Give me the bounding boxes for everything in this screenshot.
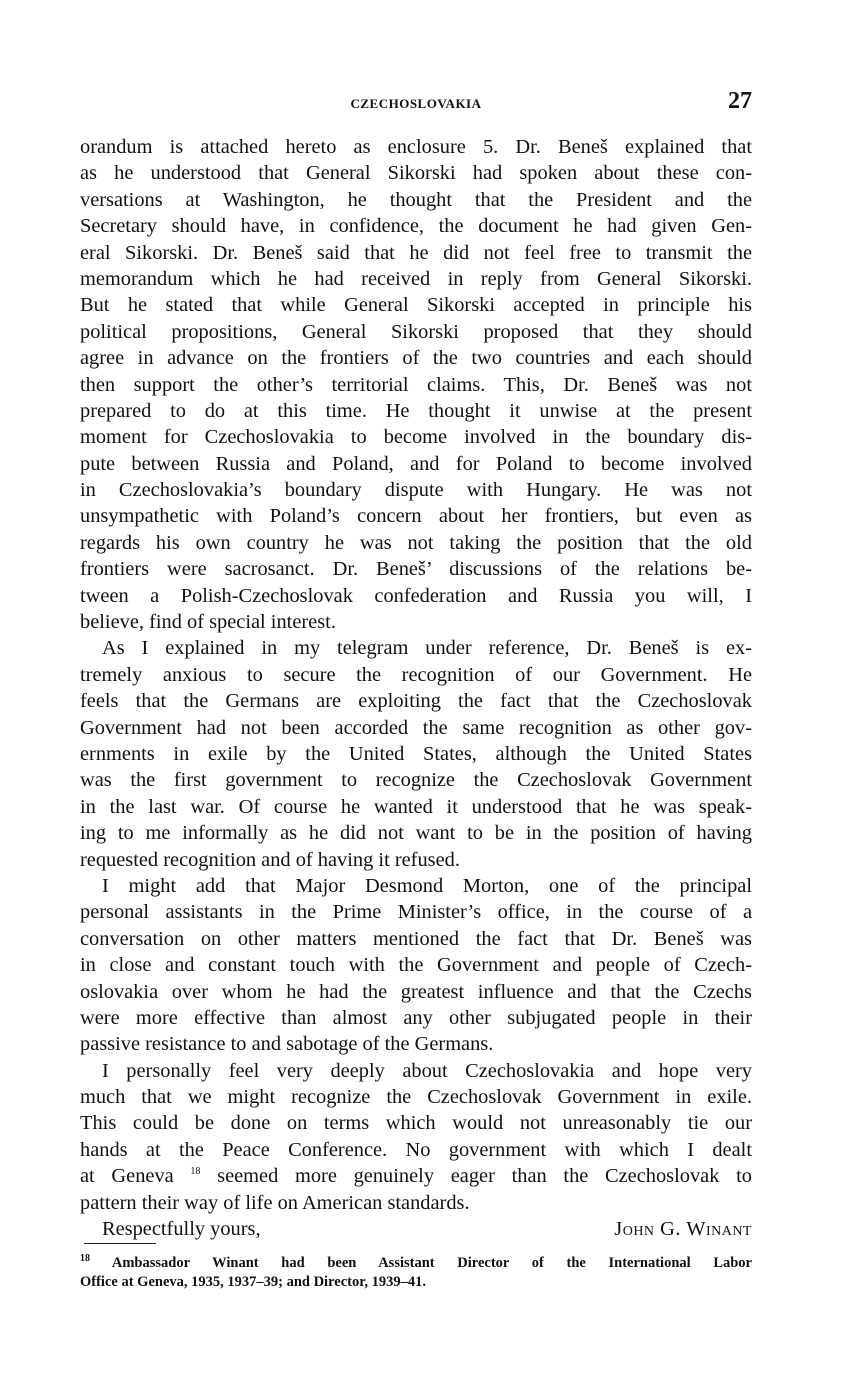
text-line: I personally feel very deeply about Czechoslovakia and hope very bbox=[102, 1059, 752, 1082]
text-line: in close and constant touch with the Government and people of Czech- bbox=[80, 954, 752, 977]
text-line: conversation on other matters mentioned the fact that Dr. Beneš was bbox=[80, 927, 752, 950]
text-line: passive resistance to and sabotage of the Germans. bbox=[80, 1033, 494, 1056]
text-line: I might add that Major Desmond Morton, one of the principal bbox=[102, 874, 752, 897]
text-line: then support the other’s territorial claims. This, Dr. Beneš was not bbox=[80, 373, 752, 396]
signer-name: John G. Winant bbox=[614, 1218, 752, 1241]
signature-block bbox=[80, 1216, 752, 1242]
footnote-divider bbox=[84, 1243, 156, 1244]
text-line: orandum is attached hereto as enclosure 5. Dr. Beneš explained that bbox=[80, 136, 752, 158]
text-line: pattern their way of life on American standards. bbox=[80, 1191, 470, 1214]
text-line: tremely anxious to secure the recognition of our Government. He bbox=[80, 663, 752, 686]
text-line: frontiers were sacrosanct. Dr. Beneš’ discussions of the relations be- bbox=[80, 558, 752, 581]
text-line: were more effective than almost any other subjugated people in their bbox=[80, 1006, 752, 1029]
text-line: feels that the Germans are exploiting the fact that the Czechoslovak bbox=[80, 690, 752, 713]
text-line: Government had not been accorded the same recognition as other gov- bbox=[80, 716, 752, 739]
text-line: moment for Czechoslovakia to become involved in the boundary dis- bbox=[80, 426, 752, 449]
text-line: requested recognition and of having it refused. bbox=[80, 848, 460, 871]
text-line: in the last war. Of course he wanted it understood that he was speak- bbox=[80, 795, 752, 818]
text-line: regards his own country he was not taking the position that the old bbox=[80, 531, 752, 554]
text-line: tween a Polish-Czechoslovak confederation and Russia you will, I bbox=[80, 584, 752, 607]
text-line: Secretary should have, in confidence, the document he had given Gen- bbox=[80, 215, 752, 238]
text-line: personal assistants in the Prime Minister’s office, in the course of a bbox=[80, 901, 752, 924]
text-line: political propositions, General Sikorski proposed that they should bbox=[80, 320, 752, 343]
text-line: oslovakia over whom he had the greatest influence and that the Czechs bbox=[80, 980, 752, 1003]
text-line: unsympathetic with Poland’s concern about her frontiers, but even as bbox=[80, 505, 752, 528]
text-line: prepared to do at this time. He thought it unwise at the present bbox=[80, 399, 752, 422]
text-line: ing to me informally as he did not want to be in the position of having bbox=[80, 822, 752, 845]
text-line: in Czechoslovakia’s boundary dispute with Hungary. He was not bbox=[80, 479, 752, 502]
text-line: ernments in exile by the United States, although the United States bbox=[80, 742, 752, 765]
text-fragment: seemed more genuinely eager than the Czechoslovak to bbox=[200, 1165, 752, 1188]
footnote-text: Ambassador Winant had been Assistant Director of the International Labor bbox=[90, 1255, 752, 1271]
text-line: pute between Russia and Poland, and for Poland to become involved bbox=[80, 452, 752, 475]
footnote-line bbox=[80, 1254, 752, 1273]
text-fragment: at Geneva bbox=[80, 1165, 191, 1188]
text-line: memorandum which he had received in reply from General Sikorski. bbox=[80, 267, 752, 290]
footnote-reference[interactable]: 18 bbox=[190, 1166, 201, 1178]
running-title: CZECHOSLOVAKIA bbox=[350, 96, 482, 111]
text-line: As I explained in my telegram under reference, Dr. Beneš is ex- bbox=[102, 637, 752, 660]
text-line: much that we might recognize the Czechoslovak Government in exile. bbox=[80, 1086, 752, 1109]
text-line: was the first government to recognize the Czechoslovak Government bbox=[80, 769, 752, 792]
body-text bbox=[80, 134, 752, 1242]
footnote-line: Office at Geneva, 1935, 1937–39; and Director, 1939–41. bbox=[80, 1274, 426, 1290]
text-line: hands at the Peace Conference. No government with which I dealt bbox=[80, 1138, 752, 1161]
text-line: agree in advance on the frontiers of the two countries and each should bbox=[80, 347, 752, 370]
page-header bbox=[80, 88, 752, 120]
text-line: as he understood that General Sikorski had spoken about these con- bbox=[80, 162, 752, 185]
complimentary-close: Respectfully yours, bbox=[102, 1218, 261, 1241]
text-line: eral Sikorski. Dr. Beneš said that he did not feel free to transmit the bbox=[80, 241, 752, 264]
page-number: 27 bbox=[728, 88, 752, 114]
text-line: This could be done on terms which would not unreasonably tie our bbox=[80, 1112, 752, 1135]
footnote bbox=[80, 1254, 752, 1292]
footnote-number: 18 bbox=[80, 1253, 90, 1265]
text-line-with-footnote bbox=[80, 1163, 752, 1189]
text-line: versations at Washington, he thought that the President and the bbox=[80, 188, 752, 211]
text-line: believe, find of special interest. bbox=[80, 611, 336, 634]
text-line: But he stated that while General Sikorski accepted in principle his bbox=[80, 294, 752, 317]
